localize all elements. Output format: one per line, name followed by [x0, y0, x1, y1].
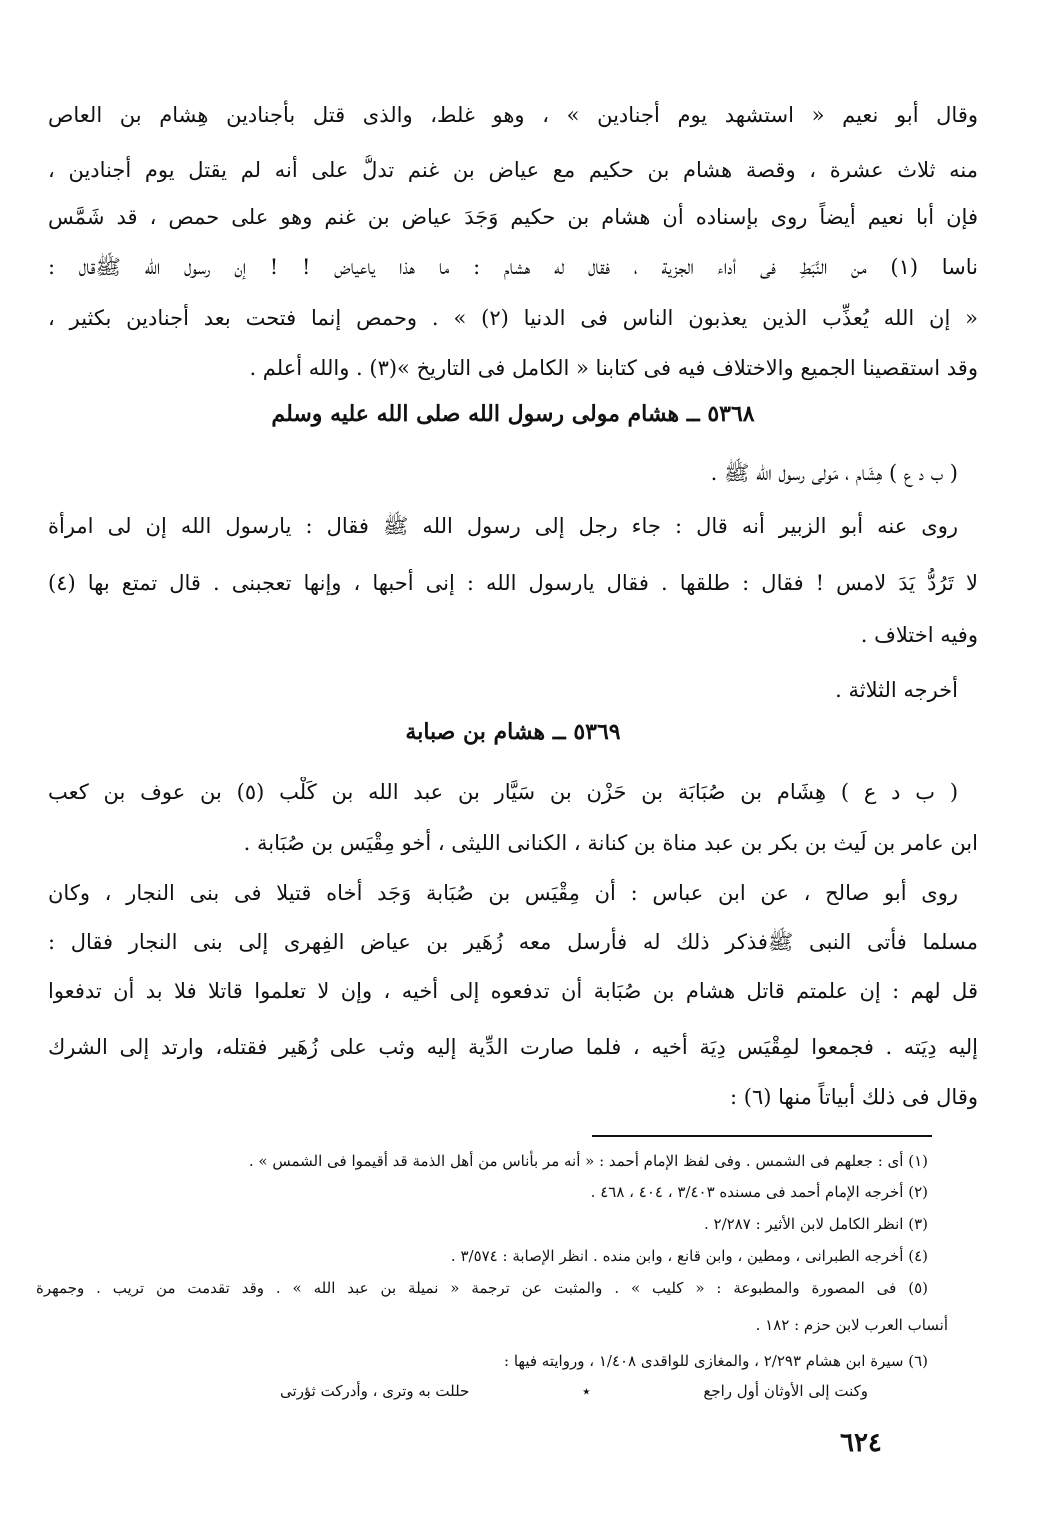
footnote: (٣) انظر الكامل لابن الأثير : ٢/٢٨٧ . [703, 1215, 928, 1233]
text-line: إليه دِيَته . فجمعوا لمِقْيَس دِيَة أخيه ، فلما صارت الدِّية إليه وثب على زُهَير فقتله، وارتد إلى الشرك [48, 1035, 978, 1059]
footnote: (٦) سيرة ابن هشام ٢/٢٩٣ ، والمغازى للواقدى ١/٤٠٨ ، وروايته فيها : [504, 1352, 928, 1370]
text-line: روى عنه أبو الزبير أنه قال : جاء رجل إلى رسول الله ﷺ فقال : يارسول الله إن لى امرأة [48, 514, 958, 538]
verse-separator: ٭ [582, 1382, 591, 1400]
text-line: أخرجه الثلاثة . [835, 678, 958, 702]
entry-heading: ٥٣٦٩ ــ هشام بن صبابة [405, 719, 621, 745]
text-line: وقد استقصينا الجميع والاختلاف فيه فى كتابنا « الكامل فى التاريخ »(٣) . والله أعلم . [249, 356, 978, 380]
text-line: لا تَرُدُّ يَدَ لامس ! فقال : طلقها . فقال يارسول الله : إنى أحبها ، وإنها تعجبنى . قال تمتع بها (٤) [48, 571, 978, 595]
text-line: ابن عامر بن لَيث بن بكر بن عبد مناة بن كنانة ، الكنانى الليثى ، أخو مِقْيَس بن صُبَابة . [243, 831, 978, 855]
text-line: قل لهم : إن علمتم قاتل هشام بن صُبَابة أن تدفعوه إلى أخيه ، وإن لا تعلموا قاتلا فلا بد أن تدفعوا [48, 979, 978, 1003]
text-line: وفيه اختلاف . [860, 623, 978, 647]
text-line: فإن أبا نعيم أيضاً روى بإسناده أن هشام بن حكيم وَجَدَ عياض بن غنم وهو على حمص ، قد شَمَّس [48, 205, 978, 229]
text-line: ( ب د ع ) هِشَام بن صُبَابَة بن حَزْن بن سَيَّار بن عبد الله بن كَلْب (٥) بن عوف بن كعب [48, 780, 958, 804]
verse-hemistich-1: حللت به وترى ، وأدركت ثؤرتى [280, 1382, 470, 1400]
text-line: ( ب د ع ) هِشَام ، مَولى رسول الله ﷺ . [710, 461, 958, 485]
verse-hemistich-2: وكنت إلى الأوثان أول راجع [703, 1382, 868, 1400]
text-line: وقال فى ذلك أبياتاً منها (٦) : [730, 1085, 978, 1109]
text-line: ناسا (١) من النَّبَطِ فى أداء الجزية ، فقال له هشام : ما هذا ياعياض ! ! إن رسول الله ﷺقال : [48, 255, 978, 279]
footnote: (٤) أخرجه الطبرانى ، ومطين ، وابن قانع ، وابن منده . انظر الإصابة : ٣/٥٧٤ . [450, 1247, 928, 1265]
footnote: (٥) فى المصورة والمطبوعة : « كليب » . والمثبت عن ترجمة « نميلة بن عبد الله » . وقد تقدمت من تريب . وجمهرة [36, 1279, 928, 1297]
entry-heading: ٥٣٦٨ ــ هشام مولى رسول الله صلى الله عليه وسلم [271, 401, 755, 427]
page-number: ٦٢٤ [840, 1428, 882, 1458]
text-line: روى أبو صالح ، عن ابن عباس : أن مِقْيَس بن صُبَابة وَجَد أخاه قتيلا فى بنى النجار ، وكان [48, 881, 958, 905]
text-line: منه ثلاث عشرة ، وقصة هشام بن حكيم مع عياض بن غنم تدلُّ على أنه لم يقتل يوم أجنادين ، [48, 158, 978, 182]
text-line: مسلما فأتى النبى ﷺفذكر ذلك له فأرسل معه زُهَير بن عياض الفِهرى إلى بنى النجار فقال : [48, 930, 978, 954]
footnote: (١) أى : جعلهم فى الشمس . وفى لفظ الإمام أحمد : « أنه مر بأناس من أهل الذمة قد أقيموا فى الشمس » . [248, 1152, 928, 1170]
footnote: (٢) أخرجه الإمام أحمد فى مسنده ٣/٤٠٣ ، ٤٠٤ ، ٤٦٨ . [590, 1183, 928, 1201]
footnote-continuation: أنساب العرب لابن حزم : ١٨٢ . [755, 1316, 948, 1334]
verse-line [280, 1380, 868, 1406]
text-line: « إن الله يُعذِّب الذين يعذبون الناس فى الدنيا (٢) » . وحمص إنما فتحت بعد أجنادين بكثير ، [48, 306, 978, 330]
text-line: وقال أبو نعيم « استشهد يوم أجنادين » ، وهو غلط، والذى قتل بأجنادين هِشام بن العاص [48, 103, 978, 127]
footnote-divider [592, 1135, 932, 1137]
